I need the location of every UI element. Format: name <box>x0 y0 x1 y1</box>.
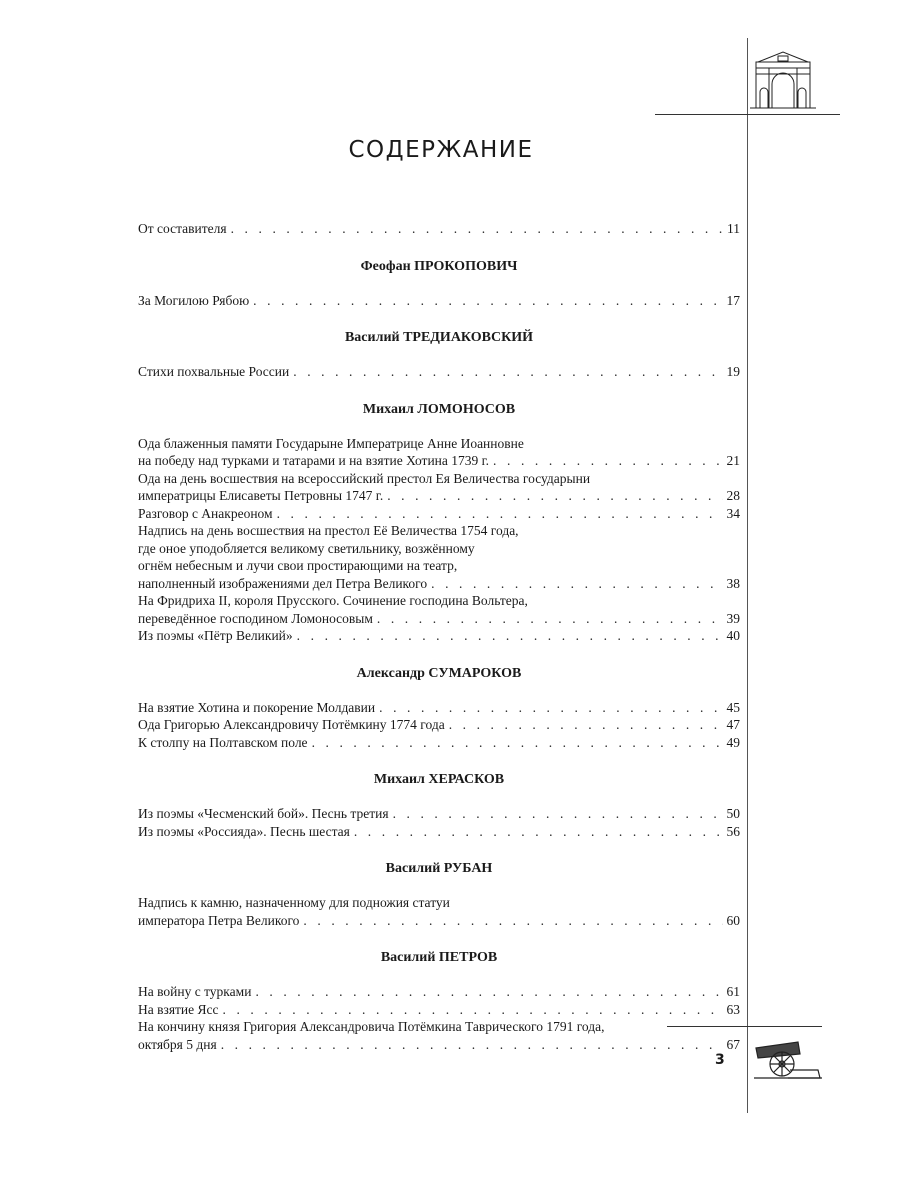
toc-entry-title-line: Из поэмы «Россияда». Песнь шестая <box>138 823 350 839</box>
dot-leader <box>449 716 723 734</box>
toc-entry-title-line: Надпись к камню, назначенному для подножия статуи <box>138 895 450 910</box>
author-heading: Василий РУБАН <box>385 861 493 876</box>
author-heading: Василий ПЕТРОВ <box>380 950 498 965</box>
toc-entry-title-line: К столпу на Полтавском поле <box>138 734 308 750</box>
triumphal-arch-icon <box>748 48 818 112</box>
toc-entry-title-line: Из поэмы «Чесменский бой». Песнь третия <box>138 806 389 821</box>
toc-entry[interactable] <box>138 592 740 627</box>
toc-entry[interactable] <box>138 220 740 238</box>
toc-entry-title-line: Из поэмы «Пётр Великий» <box>138 628 293 643</box>
toc-entry[interactable] <box>138 522 740 592</box>
toc-page-number: 49 <box>726 734 740 750</box>
toc-page-number: 28 <box>726 488 740 503</box>
toc-page-number: 67 <box>726 1036 740 1052</box>
dot-leader <box>354 823 723 841</box>
toc-page-number: 56 <box>726 823 740 839</box>
toc-page-number: 21 <box>726 453 740 468</box>
toc-page-number: 34 <box>726 505 740 521</box>
toc-entry-title-line: Ода блаженныя памяти Государыне Императрице Анне Иоанновне <box>138 435 524 451</box>
toc-entry[interactable] <box>138 805 740 823</box>
margin-vertical-rule <box>747 38 748 1113</box>
dot-leader <box>255 983 722 1001</box>
toc-entry[interactable] <box>138 505 740 523</box>
dot-leader <box>221 1036 723 1054</box>
toc-page-number: 47 <box>726 717 740 732</box>
table-of-contents <box>138 220 740 1053</box>
author-heading: Александр СУМАРОКОВ <box>356 665 522 681</box>
dot-leader <box>387 487 722 505</box>
toc-section <box>138 665 740 752</box>
toc-entry-title-line: На взятие Ясс <box>138 1001 219 1017</box>
toc-page-number: 19 <box>726 364 740 379</box>
toc-entry-title-line: переведённое господином Ломоносовым <box>138 610 373 626</box>
toc-page-number: 17 <box>726 292 740 308</box>
dot-leader <box>293 363 722 381</box>
toc-section <box>138 401 740 645</box>
toc-entry[interactable] <box>138 716 740 734</box>
toc-entry-title-line: императора Петра Великого <box>138 912 300 928</box>
dot-leader <box>253 292 722 310</box>
toc-entry[interactable] <box>138 1018 740 1053</box>
dot-leader <box>431 575 722 593</box>
toc-entry[interactable] <box>138 983 740 1001</box>
toc-entry-title-line: На Фридриха II, короля Прусского. Сочинение господина Вольтера, <box>138 593 528 608</box>
dot-leader <box>493 452 722 470</box>
toc-page-number: 63 <box>726 1001 740 1017</box>
dot-leader <box>312 734 723 752</box>
toc-section <box>138 860 740 929</box>
toc-page-number: 39 <box>726 610 740 626</box>
toc-page-number: 60 <box>726 912 740 928</box>
toc-section <box>138 220 740 238</box>
cannon-icon <box>752 1032 824 1082</box>
dot-leader <box>277 505 723 523</box>
author-heading: Василий ТРЕДИАКОВСКИЙ <box>344 330 534 345</box>
toc-entry[interactable] <box>138 435 740 470</box>
toc-entry-title-line: огнём небесным и лучи свои простирающими на театр, <box>138 558 458 573</box>
toc-entry-title-line: Ода на день восшествия на всероссийский престол Ея Величества государыни <box>138 470 591 486</box>
toc-entry[interactable] <box>138 734 740 752</box>
toc-section <box>138 258 740 310</box>
toc-entry-title-line: От составителя <box>138 221 227 236</box>
dot-leader <box>377 610 723 628</box>
toc-entry[interactable] <box>138 470 740 505</box>
toc-entry-title-line: На взятие Хотина и покорение Молдавии <box>138 699 376 715</box>
toc-entry[interactable] <box>138 699 740 717</box>
dot-leader <box>393 805 723 823</box>
page-number: 3 <box>715 1052 725 1068</box>
toc-entry[interactable] <box>138 363 740 381</box>
toc-entry-title-line: октября 5 дня <box>138 1036 217 1052</box>
dot-leader <box>297 627 723 645</box>
toc-section <box>138 329 740 381</box>
dot-leader <box>303 912 722 930</box>
toc-entry-title-line: где оное уподобляется великому светильнику, возжённому <box>138 540 475 556</box>
toc-section <box>138 949 740 1053</box>
toc-entry-title-line: Надпись на день восшествия на престол Её Величества 1754 года, <box>138 523 519 538</box>
toc-page-number: 45 <box>726 699 740 715</box>
header-rule <box>655 114 840 115</box>
dot-leader <box>231 220 723 238</box>
author-heading: Феофан ПРОКОПОВИЧ <box>360 258 518 274</box>
toc-entry-title-line: На войну с турками <box>138 984 252 999</box>
toc-entry[interactable] <box>138 627 740 645</box>
toc-entry[interactable] <box>138 1001 740 1019</box>
toc-page-number: 38 <box>726 575 740 591</box>
toc-page-number: 50 <box>726 806 740 821</box>
toc-page-number: 40 <box>726 628 740 643</box>
toc-entry-title-line: императрицы Елисаветы Петровны 1747 г. <box>138 488 384 503</box>
toc-page-number: 61 <box>726 984 740 999</box>
author-heading: Михаил ЛОМОНОСОВ <box>362 401 516 417</box>
toc-entry-title-line: Стихи похвальные России <box>138 364 290 379</box>
toc-entry[interactable] <box>138 823 740 841</box>
toc-entry-title-line: Разговор с Анакреоном <box>138 505 273 521</box>
toc-entry[interactable] <box>138 292 740 310</box>
page-title: СОДЕРЖАНИЕ <box>348 137 534 163</box>
toc-section <box>138 771 740 840</box>
toc-entry-title-line: Ода Григорью Александровичу Потёмкину 1774 года <box>138 717 445 732</box>
toc-entry-title-line: На кончину князя Григория Александровича Потёмкина Таврического 1791 года, <box>138 1019 605 1034</box>
toc-entry-title-line: За Могилою Рябою <box>138 292 250 308</box>
dot-leader <box>379 699 722 717</box>
toc-entry[interactable] <box>138 894 740 929</box>
author-heading: Михаил ХЕРАСКОВ <box>373 772 505 787</box>
toc-page-number: 11 <box>727 221 740 236</box>
toc-entry-title-line: на победу над турками и татарами и на взятие Хотина 1739 г. <box>138 453 490 468</box>
toc-entry-title-line: наполненный изображениями дел Петра Великого <box>138 575 428 591</box>
dot-leader <box>223 1001 723 1019</box>
